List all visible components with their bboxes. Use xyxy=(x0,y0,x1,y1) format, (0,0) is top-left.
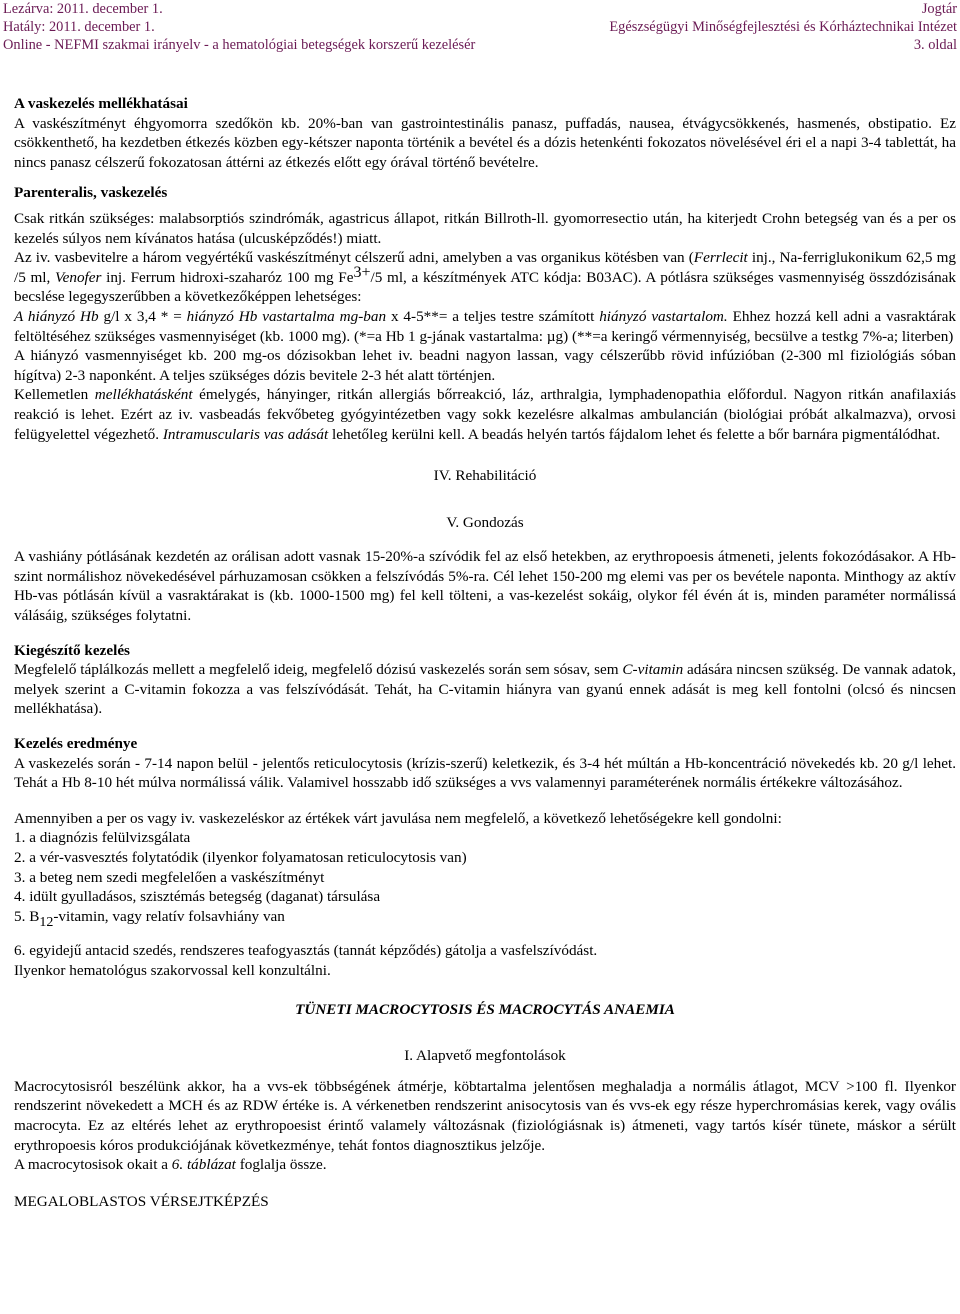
rehab-heading: IV. Rehabilitáció xyxy=(433,467,537,485)
result-paragraph-2: Amennyiben a per os vagy iv. vaskezeléskor az értékek várt javulása nem megfelelő, a következő lehetőségekre kell gondolni: xyxy=(14,809,782,827)
supplementary-heading: Kiegészítő kezelés xyxy=(14,641,130,659)
macrocytosis-paragraph-1: Macrocytosisról beszélünk akkor, ha a vvs-ek többségének átmérje, köbtartalma jelentősen meghaladja a normális átlagot, MCV >100 fl. Ilyenkor rendszerint növekedett a MCH és az RDW értéke is. A vérkenetben rendszerint anisocytosis van és vvs-ek egy része hyperchromásias kerek, vagy ovális macrocyta. Ez az eltérés lehet az erythropoesist érintő valamely változásnak (fiziológiásnak is) átmeneti, vagy tartós kísér tünete, máskor a sérült erythropoesis kóros produkciójának következménye, tehát fontos diagnosztikus jelzője. xyxy=(14,1077,956,1154)
macrocytosis-paragraph-2: A macrocytosisok okait a 6. táblázat foglalja össze. xyxy=(14,1156,327,1174)
header-line-3 xyxy=(3,36,957,54)
list-item: 1. a diagnózis felülvizsgálata xyxy=(14,829,191,847)
side-effects-paragraph: A vaskészítményt éhgyomorra szedőkön kb. 20%-ban van gastrointestinális panasz, puffadás, nausea, étvágycsökkenés, hasmenés, obstipatio. Ez csökkenthető, ha kezdetben étkezés közben egy-kétszer naponta történik a bevétel és a dózis hetenkénti fokozatos növelésével éri el a napi 3-4 tablettát, ha nincs panasz célszerű fokozatosan áttérni az étkezés előtt egy órával történő bevételre. xyxy=(14,114,956,171)
megaloblastic-heading: MEGALOBLASTOS VÉRSEJTKÉPZÉS xyxy=(14,1192,269,1210)
list-item: 6. egyidejű antacid szedés, rendszeres teafogyasztás (tannát képződés) gátolja a vasfelszívódást. xyxy=(14,942,598,960)
list-item: 2. a vér-vasvesztés folytatódik (ilyenkor folyamatosan reticulocytosis van) xyxy=(14,849,467,866)
parenteral-paragraph-2: Az iv. vasbevitelre a három vegyértékű vaskészítményt célszerű adni, amelyben a vas organikus kötésben van (Ferrlecit inj., Na-ferriglukonikum 62,5 mg /5 ml, Venofer inj. Ferrum hidroxi-szaharóz 100 mg $Fe^{3+}/5$ ml, a készítmények ATC kódja: B03AC). A pótlásra szükséges vasmennyiség összdózisának becslése legegyszerűbben a következőképpen lehetséges: xyxy=(14,249,957,306)
supplementary-paragraph: Megfelelő táplálkozás mellett a megfelelő ideig, megfelelő dózisú vaskezelés során sem sósav, sem C-vitamin adására nincsen szükség. De vannak adatok, melyek szerint a C-vitamin fokozza a vas felszívódását. Tehát, ha C-vitamin hiányra van gyanú ennek adását is meg kell fontolni (olcsó és nincsen mellékhatása). xyxy=(14,661,956,718)
header-publisher: Jogtár xyxy=(921,1,957,17)
care-paragraph: A vashiány pótlásának kezdetén az orálisan adott vasnak 15-20%-a szívódik fel az első hetekben, az erythropoesis átmeneti, jelents fokozódásakor. A Hb-szint normálishoz növekedésével párhuzamosan csökken a felszívódás 5%-ra. Cél lehet 150-200 mg elemi vas per os bevétele naponta. Minthogy az aktív Hb-vas pótlásán kívül a vasraktárakat is (kb. 1000-1500 mg) fel kell tölteni, a vas-kezelést sokáig, olykor fél évén át is, minden paraméter normálissá válásáig, szükséges folytatni. xyxy=(14,548,956,625)
parenteral-formula-paragraph: A hiányzó Hb g/l x 3,4 * = hiányzó Hb vastartalma mg-ban x 4-5**= a teljes testre számított hiányzó vastartalom. Ehhez hozzá kell adni a vasraktárak feltöltéséhez szükséges vasmennyiséget (kb. 1000 mg). (*=a Hb 1 g-jának vastartalma: µg) (**=a keringő vérmennyiség, becsülve a testkg 7%-a; literben) xyxy=(14,307,956,345)
macrocytosis-title: TÜNETI MACROCYTOSIS ÉS MACROCYTÁS ANAEMIA xyxy=(295,1000,675,1018)
header-institute: Egészségügyi Minőségfejlesztési és Kórháztechnikai Intézet xyxy=(609,19,957,35)
header-closed-date: Lezárva: 2011. december 1. xyxy=(3,1,163,17)
header-line-2 xyxy=(3,18,957,36)
check-list xyxy=(14,828,956,961)
document-body xyxy=(14,94,956,1211)
care-heading: V. Gondozás xyxy=(446,513,524,531)
header-document-title: Online - NEFMI szakmai irányelv - a hematológiai betegségek korszerű kezelésér xyxy=(3,37,476,53)
header-effective-date: Hatály: 2011. december 1. xyxy=(3,19,155,35)
iron-valence: 3+ xyxy=(353,263,371,281)
list-item: 4. idült gyulladásos, szisztémás betegség (daganat) társulása xyxy=(14,888,381,906)
page-header xyxy=(3,0,957,56)
parenteral-heading: Parenteralis, vaskezelés xyxy=(14,184,168,202)
list-item: 3. a beteg nem szedi megfelelően a vaskészítményt xyxy=(14,868,325,886)
ferrlecit-term: Ferrlecit xyxy=(693,249,748,267)
parenteral-paragraph-4: A hiányzó vasmennyiséget kb. 200 mg-os dózisokban lehet iv. beadni nagyon lassan, vagy célszerűbb rövid infúzióban (2-300 ml fiziológiás sóban hígítva) 2-3 naponként. A teljes szükséges dózis bevitele 2-3 hét alatt történjen. xyxy=(14,347,956,384)
macrocytosis-subheading: I. Alapvető megfontolások xyxy=(404,1047,566,1065)
parenteral-paragraph-5: Kellemetlen mellékhatásként émelygés, hányinger, ritkán allergiás bőrreakció, láz, arthralgia, lymphadenopathia előfordul. Nagyon ritkán anafilaxiás reakció is lehet. Ezért az iv. vasbeadás fekvőbeteg gyógyintézetben vagy sokk kezelésre alkalmas ambulancián (biológiai próbát alkalmazva), orvosi felügyelettel végezhető. Intramuscularis vas adását lehetőleg kerülni kell. A beadás helyén tartós fájdalom lehet és felette a bőr barnára pigmentálódhat. xyxy=(14,386,956,443)
result-paragraph-1: A vaskezelés során - 7-14 napon belül - jelentős reticulocytosis (krízis-szerű) keletkezik, és 3-4 hét múltán a Hb-koncentráció növekedés kb. 20 g/l lehet. Tehát a Hb 8-10 hét múlva normálissá válik. Valamivel hosszabb idő szükséges a vvs valamennyi paraméterének normális értékekre változásához. xyxy=(14,754,956,792)
parenteral-paragraph-1: Csak ritkán szükséges: malabsorptiós szindrómák, agastricus állapot, ritkán Billroth-ll. gyomorresectio után, ha kiterjedt Crohn betegség van és a per os kezelés súlyos nem kívánatos hatása (ulcusképződés!) miatt. xyxy=(14,209,956,247)
header-page-number: 3. oldal xyxy=(913,37,957,53)
header-line-1 xyxy=(3,0,957,18)
list-item: 5. $B_{12}$-vitamin, vagy relatív folsavhiány van xyxy=(14,907,285,930)
side-effects-heading: A vaskezelés mellékhatásai xyxy=(14,95,188,112)
venofer-term: Venofer xyxy=(55,268,102,286)
result-heading: Kezelés eredménye xyxy=(14,735,138,753)
result-paragraph-3: Ilyenkor hematológus szakorvossal kell konzultálni. xyxy=(14,961,331,979)
